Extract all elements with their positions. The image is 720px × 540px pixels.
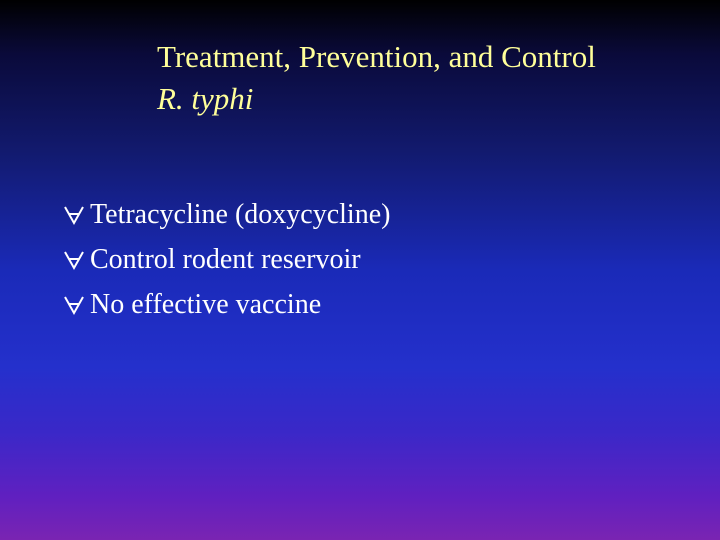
title-line-2-organism: R. typhi — [157, 81, 254, 116]
bullet-text: Tetracycline (doxycycline) — [90, 199, 391, 230]
bullet-text: Control rodent reservoir — [90, 244, 361, 275]
bullet-list — [62, 192, 390, 327]
bullet-item — [62, 282, 390, 327]
bullet-text: No effective vaccine — [90, 289, 322, 320]
bullet-item — [62, 237, 390, 282]
arrow-bullet-icon — [62, 204, 88, 226]
arrow-bullet-icon — [62, 294, 88, 316]
slide-title — [157, 36, 596, 120]
arrow-bullet-icon — [62, 249, 88, 271]
bullet-item — [62, 192, 390, 237]
title-line-1: Treatment, Prevention, and Control — [157, 39, 596, 74]
